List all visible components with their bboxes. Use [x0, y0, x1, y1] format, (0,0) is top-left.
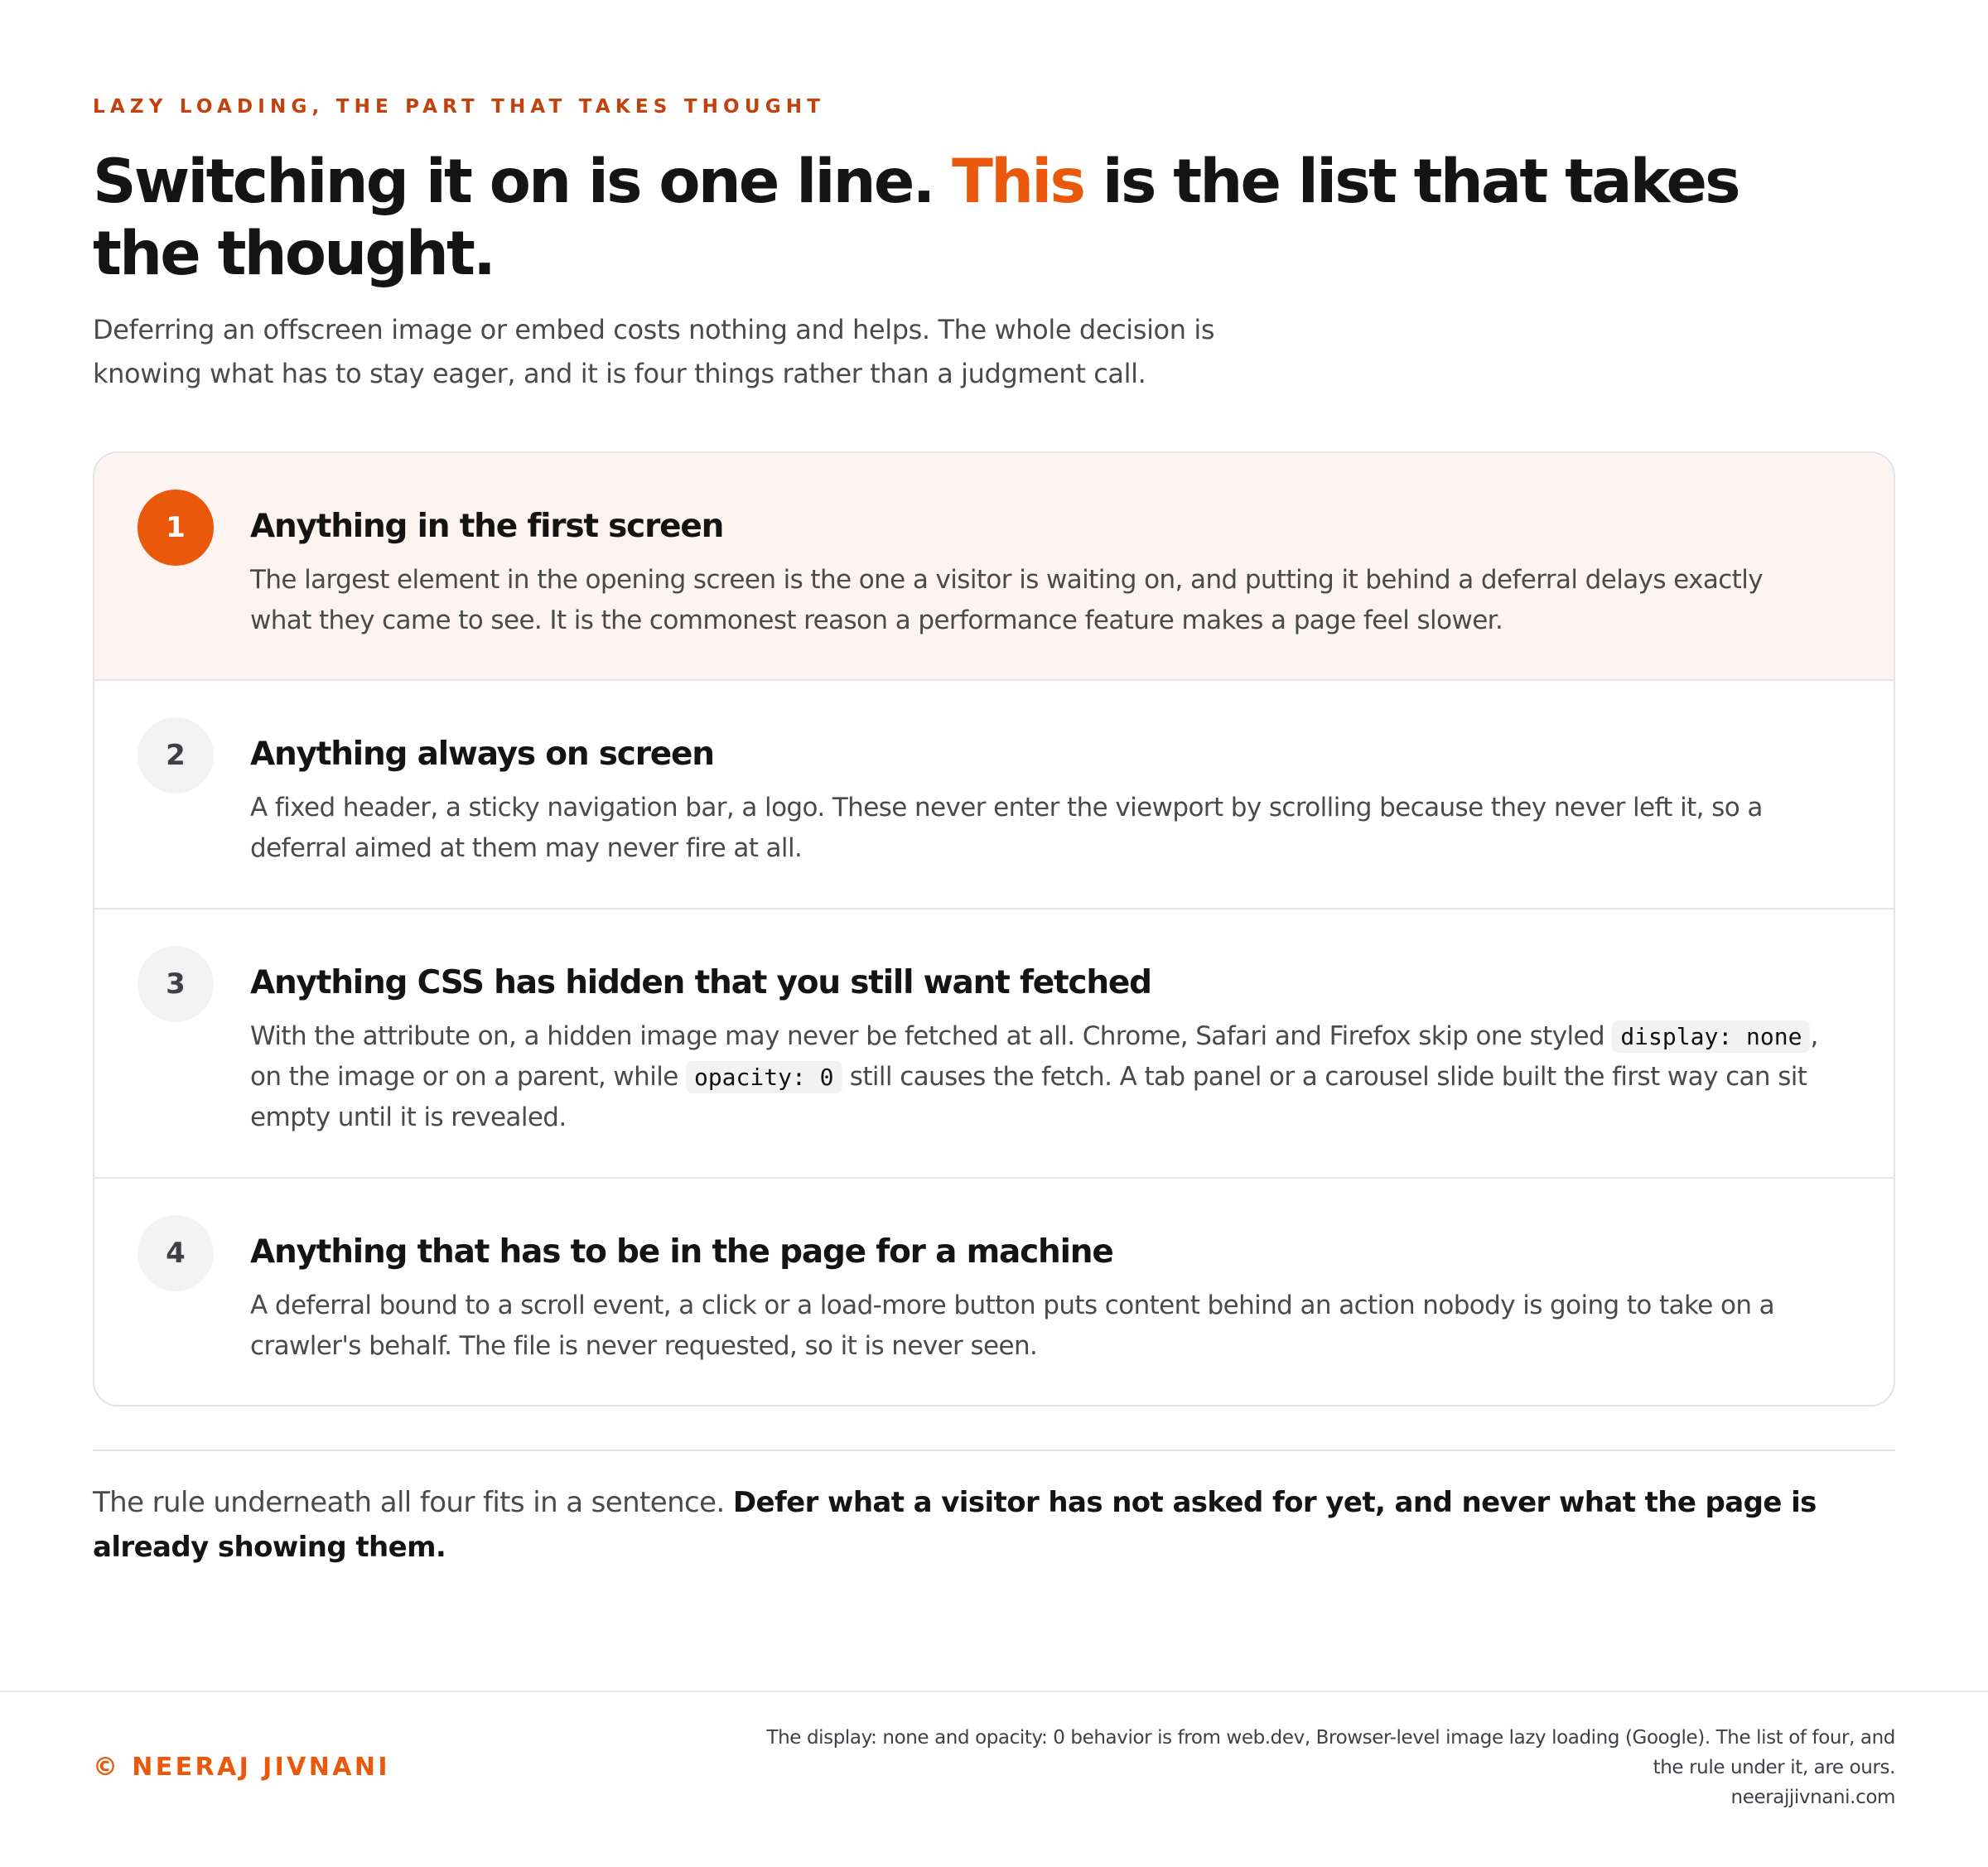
headline-after: is the list that takes the thought. [93, 147, 1739, 289]
list-item [94, 1179, 1894, 1406]
list-item [94, 681, 1894, 909]
source-note [736, 1723, 1895, 1812]
divider [93, 1450, 1895, 1451]
footer-divider [0, 1691, 1988, 1692]
source-citation: The display: none and opacity: 0 behavior is from web.dev, Browser-level image lazy loading (Google). The list of four, and the rule under it, are ours. [766, 1727, 1895, 1778]
summary-lead: The rule underneath all four fits in a sentence. [93, 1486, 733, 1519]
summary [93, 1480, 1895, 1570]
headline-accent: This [952, 147, 1084, 217]
summary-bold: Defer what a visitor has not asked for yet, and never what the page is already showing them. [93, 1486, 1817, 1564]
headline-before: Switching it on is one line. [93, 147, 953, 217]
item-number-badge: 4 [138, 1215, 214, 1291]
item-body [250, 1016, 1824, 1138]
item-title: Anything CSS has hidden that you still want fetched [250, 964, 1151, 1001]
list-item [94, 909, 1894, 1179]
code-display-none: display: none [1612, 1020, 1810, 1053]
item-body: A deferral bound to a scroll event, a click or a load-more button puts content behind an action nobody is going to take on a crawler's behalf. The file is never requested, so it is never seen. [250, 1290, 1775, 1361]
item-title: Anything always on screen [250, 736, 714, 773]
brand-copyright: © NEERAJ JIVNANI [93, 1753, 390, 1782]
headline [93, 146, 1816, 290]
site-url: neerajjivnani.com [1730, 1787, 1895, 1808]
lede: Deferring an offscreen image or embed costs nothing and helps. The whole decision is knowing what has to stay eager, and it is four things rather than a judgment call. [93, 314, 1215, 389]
item-number-badge: 1 [138, 490, 214, 566]
list-item [94, 453, 1894, 681]
code-opacity-zero: opacity: 0 [686, 1061, 842, 1093]
item-body-text: With the attribute on, a hidden image may never be fetched at all. Chrome, Safari and Firefox skip one styled [250, 1021, 1613, 1051]
item-body-text: , on the image or on a parent, while [250, 1021, 1818, 1092]
item-title: Anything that has to be in the page for a machine [250, 1233, 1113, 1271]
eyebrow-label: LAZY LOADING, THE PART THAT TAKES THOUGHT [93, 96, 826, 118]
item-body-text: still causes the fetch. A tab panel or a carousel slide built the first way can sit empty until it is revealed. [250, 1062, 1807, 1132]
item-number-badge: 2 [138, 717, 214, 794]
item-number-badge: 3 [138, 946, 214, 1022]
checklist-card [93, 451, 1895, 1406]
item-body: The largest element in the opening screen is the one a visitor is waiting on, and putting it behind a deferral delays exactly what they came to see. It is the commonest reason a performance feature makes a page feel slower. [250, 565, 1763, 635]
item-title: Anything in the first screen [250, 508, 724, 545]
item-body: A fixed header, a sticky navigation bar, a logo. These never enter the viewport by scrolling because they never left it, so a deferral aimed at them may never fire at all. [250, 793, 1763, 863]
